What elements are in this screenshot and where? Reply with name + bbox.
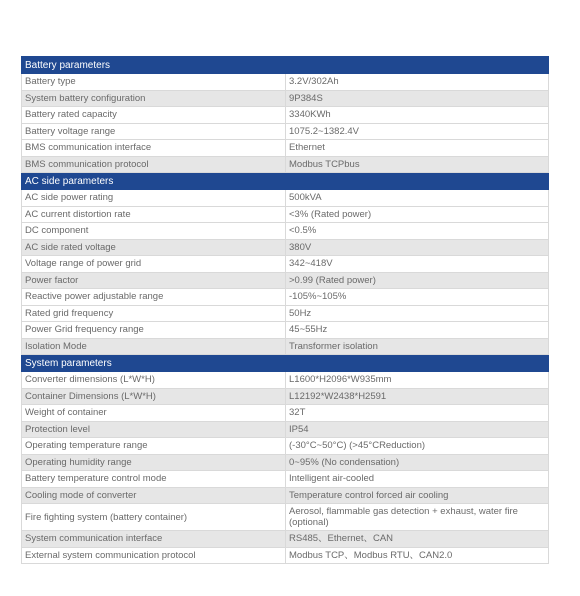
- param-value: 32T: [286, 405, 549, 422]
- param-name: BMS communication protocol: [22, 156, 286, 173]
- param-value: 0~95% (No condensation): [286, 454, 549, 471]
- param-name: Cooling mode of converter: [22, 487, 286, 504]
- param-name: AC current distortion rate: [22, 206, 286, 223]
- table-row: [22, 471, 549, 488]
- section-header: [22, 57, 549, 74]
- table-row: [22, 190, 549, 207]
- param-name: Protection level: [22, 421, 286, 438]
- table-row: [22, 438, 549, 455]
- param-name: Weight of container: [22, 405, 286, 422]
- table-row: [22, 74, 549, 91]
- param-name: BMS communication interface: [22, 140, 286, 157]
- param-value: Aerosol, flammable gas detection + exhaust, water fire (optional): [286, 504, 549, 531]
- param-value: Temperature control forced air cooling: [286, 487, 549, 504]
- param-name: Power Grid frequency range: [22, 322, 286, 339]
- param-value: Ethernet: [286, 140, 549, 157]
- param-value: -105%~105%: [286, 289, 549, 306]
- table-row: [22, 305, 549, 322]
- param-name: Operating humidity range: [22, 454, 286, 471]
- table-row: [22, 405, 549, 422]
- param-name: AC side power rating: [22, 190, 286, 207]
- table-row: [22, 123, 549, 140]
- param-name: Container Dimensions (L*W*H): [22, 388, 286, 405]
- param-name: System battery configuration: [22, 90, 286, 107]
- table-row: [22, 239, 549, 256]
- param-value: 342~418V: [286, 256, 549, 273]
- table-row: [22, 107, 549, 124]
- param-value: Modbus TCP、Modbus RTU、CAN2.0: [286, 547, 549, 564]
- param-name: System communication interface: [22, 531, 286, 548]
- param-value: 3340KWh: [286, 107, 549, 124]
- param-value: 1075.2~1382.4V: [286, 123, 549, 140]
- table-row: [22, 388, 549, 405]
- param-value: RS485、Ethernet、CAN: [286, 531, 549, 548]
- table-row: [22, 372, 549, 389]
- param-name: Battery type: [22, 74, 286, 91]
- section-title: AC side parameters: [22, 173, 549, 190]
- param-value: Transformer isolation: [286, 338, 549, 355]
- param-value: Intelligent air-cooled: [286, 471, 549, 488]
- param-name: Battery temperature control mode: [22, 471, 286, 488]
- param-name: Voltage range of power grid: [22, 256, 286, 273]
- param-value: 3.2V/302Ah: [286, 74, 549, 91]
- param-value: <0.5%: [286, 223, 549, 240]
- param-value: 380V: [286, 239, 549, 256]
- table-row: [22, 156, 549, 173]
- param-name: Battery voltage range: [22, 123, 286, 140]
- table-row: [22, 338, 549, 355]
- section-header: [22, 173, 549, 190]
- param-name: DC component: [22, 223, 286, 240]
- param-value: 50Hz: [286, 305, 549, 322]
- param-value: 45~55Hz: [286, 322, 549, 339]
- param-value: <3% (Rated power): [286, 206, 549, 223]
- param-name: Reactive power adjustable range: [22, 289, 286, 306]
- table-row: [22, 421, 549, 438]
- param-value: L1600*H2096*W935mm: [286, 372, 549, 389]
- table-row: [22, 454, 549, 471]
- param-value: >0.99 (Rated power): [286, 272, 549, 289]
- section-header: [22, 355, 549, 372]
- table-row: [22, 206, 549, 223]
- table-row: [22, 504, 549, 531]
- table-row: [22, 531, 549, 548]
- table-row: [22, 322, 549, 339]
- table-row: [22, 223, 549, 240]
- table-row: [22, 289, 549, 306]
- param-value: 9P384S: [286, 90, 549, 107]
- param-value: (-30°C~50°C) (>45°CReduction): [286, 438, 549, 455]
- table-row: [22, 140, 549, 157]
- section-title: System parameters: [22, 355, 549, 372]
- param-name: Power factor: [22, 272, 286, 289]
- table-row: [22, 487, 549, 504]
- param-value: IP54: [286, 421, 549, 438]
- param-name: Operating temperature range: [22, 438, 286, 455]
- param-value: Modbus TCPbus: [286, 156, 549, 173]
- section-title: Battery parameters: [22, 57, 549, 74]
- param-value: 500kVA: [286, 190, 549, 207]
- spec-table: [21, 56, 549, 564]
- table-row: [22, 256, 549, 273]
- param-name: Battery rated capacity: [22, 107, 286, 124]
- param-name: Rated grid frequency: [22, 305, 286, 322]
- table-row: [22, 272, 549, 289]
- param-name: External system communication protocol: [22, 547, 286, 564]
- param-value: L12192*W2438*H2591: [286, 388, 549, 405]
- table-row: [22, 90, 549, 107]
- param-name: Fire fighting system (battery container): [22, 504, 286, 531]
- param-name: AC side rated voltage: [22, 239, 286, 256]
- param-name: Converter dimensions (L*W*H): [22, 372, 286, 389]
- table-row: [22, 547, 549, 564]
- param-name: Isolation Mode: [22, 338, 286, 355]
